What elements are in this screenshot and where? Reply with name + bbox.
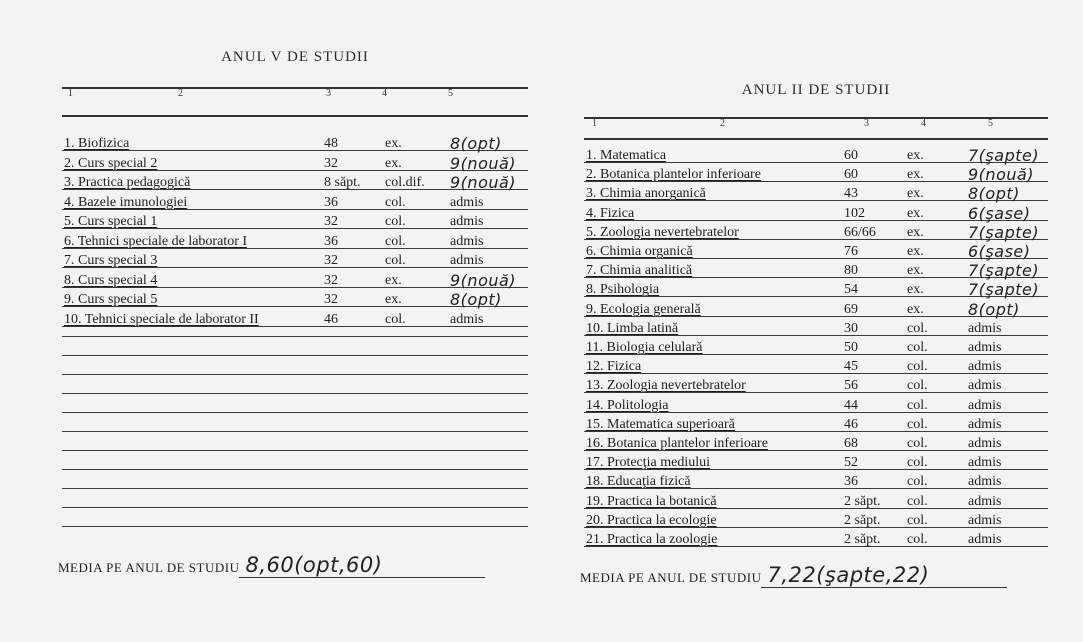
grade-value: 6(şase)	[968, 203, 1031, 223]
subject-name: 11. Biologia celulară	[586, 340, 703, 355]
subject-name: 9. Ecologia generală	[586, 301, 701, 317]
table-row	[584, 415, 1048, 432]
hours-value: 32	[324, 155, 338, 171]
table-row	[62, 212, 528, 229]
assessment-type: ex.	[385, 136, 402, 151]
assessment-type: ex.	[907, 167, 924, 183]
table-row	[584, 165, 1048, 185]
assessment-type: col.	[385, 214, 406, 229]
subject-name: 13. Zoologia nevertebratelor	[586, 378, 746, 394]
table-row	[584, 357, 1048, 374]
table-row	[62, 134, 528, 151]
col-header-2: 2	[720, 118, 725, 129]
grade-value: admis	[968, 320, 1002, 336]
hours-value: 32	[324, 214, 338, 229]
hours-value: 46	[324, 311, 338, 327]
hours-value: 76	[844, 244, 858, 259]
col-header-5: 5	[988, 118, 993, 129]
grade-value: admis	[968, 397, 1002, 413]
assessment-type: ex.	[385, 155, 402, 171]
assessment-type: col.	[907, 493, 928, 509]
grade-value: admis	[450, 233, 484, 249]
subject-name: 10. Tehnici speciale de laborator II	[64, 311, 259, 327]
subject-name: 4. Bazele imunologiei	[64, 194, 188, 210]
hours-value: 54	[844, 282, 858, 298]
grade-value: 8(opt)	[968, 299, 1020, 319]
table-row	[584, 280, 1048, 300]
grade-value: 7(şapte)	[968, 261, 1040, 281]
year-2-average-label: MEDIA PE ANUL DE STUDIU	[580, 570, 762, 585]
blank-line	[62, 412, 528, 413]
assessment-type: col.	[907, 397, 928, 413]
table-row	[584, 376, 1048, 393]
table-row	[584, 319, 1048, 336]
subject-name: 1. Matematica	[586, 148, 667, 163]
blank-line	[62, 488, 528, 489]
grade-value: 7(şapte)	[968, 280, 1040, 300]
hours-value: 2 săpt.	[844, 532, 881, 547]
grade-value: admis	[968, 378, 1002, 394]
subject-name: 18. Educaţia fizică	[586, 474, 691, 490]
subject-name: 2. Curs special 2	[64, 155, 158, 171]
grade-value: admis	[450, 253, 484, 268]
assessment-type: ex.	[385, 292, 402, 307]
assessment-type: ex.	[907, 186, 924, 202]
assessment-type: col.dif.	[385, 175, 425, 190]
year-5-title: ANUL V DE STUDII	[221, 49, 369, 65]
assessment-type: ex.	[907, 263, 924, 279]
column-header-row	[584, 118, 1048, 132]
subject-name: 8. Curs special 4	[64, 272, 158, 288]
subject-name: 12. Fizica	[586, 359, 642, 375]
grade-value: 9(nouă)	[450, 173, 517, 192]
table-row	[584, 472, 1048, 489]
col-header-1: 1	[68, 88, 73, 99]
header-bottom-rule	[584, 138, 1048, 140]
subject-name: 21. Practica la zoologie	[586, 532, 718, 547]
assessment-type: ex.	[907, 205, 924, 221]
subject-name: 1. Biofizica	[64, 136, 130, 151]
assessment-type: col.	[907, 512, 928, 528]
grade-value: admis	[968, 493, 1002, 509]
assessment-type: ex.	[907, 244, 924, 259]
col-header-3: 3	[326, 88, 331, 99]
hours-value: 60	[844, 148, 858, 163]
grade-value: 6(şase)	[968, 242, 1031, 261]
hours-value: 46	[844, 416, 858, 432]
header-bottom-rule	[62, 115, 528, 117]
table-row	[584, 338, 1048, 355]
subject-name: 3. Practica pedagogică	[64, 175, 191, 190]
hours-value: 36	[324, 233, 338, 249]
subject-name: 5. Curs special 1	[64, 214, 158, 229]
table-row	[62, 251, 528, 268]
table-row	[584, 223, 1048, 240]
grade-value: admis	[968, 532, 1002, 547]
hours-value: 69	[844, 301, 858, 317]
hours-value: 45	[844, 359, 858, 375]
hours-value: 2 săpt.	[844, 493, 881, 509]
blank-line	[62, 450, 528, 451]
blank-line	[62, 526, 528, 527]
hours-value: 60	[844, 167, 858, 183]
hours-value: 8 săpt.	[324, 175, 361, 190]
grade-value: 9(nouă)	[450, 270, 517, 290]
table-row	[584, 453, 1048, 470]
table-row	[584, 492, 1048, 509]
grade-value: admis	[968, 436, 1002, 451]
table-row	[62, 310, 528, 327]
table-row	[62, 271, 528, 288]
col-header-3: 3	[864, 118, 869, 129]
hours-value: 36	[844, 474, 858, 490]
hours-value: 56	[844, 378, 858, 394]
hours-value: 50	[844, 340, 858, 355]
table-row	[62, 154, 528, 171]
table-row	[584, 146, 1048, 163]
hours-value: 66/66	[844, 224, 876, 240]
assessment-type: col.	[907, 359, 928, 375]
col-header-2: 2	[178, 88, 183, 99]
col-header-5: 5	[448, 88, 453, 99]
col-header-4: 4	[382, 88, 387, 99]
grade-value: admis	[968, 416, 1002, 432]
table-row	[584, 242, 1048, 259]
assessment-type: col.	[907, 532, 928, 547]
column-header-row	[62, 88, 528, 102]
table-row	[584, 204, 1048, 221]
subject-name: 15. Matematica superioară	[586, 416, 735, 432]
assessment-type: col.	[907, 436, 928, 451]
grade-value: 8(opt)	[450, 290, 502, 309]
grade-value: admis	[968, 340, 1002, 355]
table-row	[62, 232, 528, 249]
hours-value: 32	[324, 292, 338, 307]
assessment-type: ex.	[907, 224, 924, 240]
table-row	[584, 396, 1048, 413]
assessment-type: col.	[385, 233, 406, 249]
subject-name: 19. Practica la botanică	[586, 493, 717, 509]
grade-value: admis	[968, 512, 1002, 528]
assessment-type: col.	[907, 455, 928, 471]
subject-name: 10. Limba latină	[586, 320, 679, 336]
subject-name: 2. Botanica plantelor inferioare	[586, 167, 761, 183]
subject-name: 8. Psihologia	[586, 282, 660, 298]
hours-value: 2 săpt.	[844, 512, 881, 528]
subject-name: 20. Practica la ecologie	[586, 512, 717, 528]
subject-name: 9. Curs special 5	[64, 292, 158, 307]
year-2-title: ANUL II DE STUDII	[741, 82, 891, 98]
table-row	[584, 511, 1048, 528]
year-5-average-label: MEDIA PE ANUL DE STUDIU	[58, 560, 240, 575]
subject-name: 17. Protecţia mediului	[586, 455, 711, 471]
col-header-1: 1	[592, 118, 597, 129]
table-row	[584, 434, 1048, 451]
subject-name: 5. Zoologia nevertebratelor	[586, 224, 739, 240]
blank-line	[62, 507, 528, 508]
year-2-average	[580, 563, 1007, 588]
hours-value: 80	[844, 263, 858, 279]
hours-value: 43	[844, 186, 858, 202]
hours-value: 68	[844, 436, 858, 451]
grade-value: 7(şapte)	[968, 146, 1040, 165]
year-5-average-value: 8,60(opt,60)	[245, 553, 383, 577]
blank-line	[62, 336, 528, 337]
table-row	[584, 300, 1048, 317]
grade-value: 9(nouă)	[968, 165, 1035, 185]
grade-value: 8(opt)	[968, 184, 1020, 204]
assessment-type: ex.	[907, 301, 924, 317]
subject-name: 7. Chimia analitică	[586, 263, 693, 279]
table-row	[62, 290, 528, 307]
assessment-type: col.	[907, 474, 928, 490]
hours-value: 32	[324, 272, 338, 288]
hours-value: 52	[844, 455, 858, 471]
hours-value: 30	[844, 320, 858, 336]
grade-value: admis	[450, 214, 484, 229]
subject-name: 7. Curs special 3	[64, 253, 158, 268]
assessment-type: col.	[907, 320, 928, 336]
blank-line	[62, 469, 528, 470]
year-5-average	[58, 553, 485, 578]
assessment-type: col.	[907, 378, 928, 394]
grade-value: 7(şapte)	[968, 222, 1040, 242]
hours-value: 48	[324, 136, 338, 151]
blank-line	[62, 374, 528, 375]
assessment-type: col.	[907, 416, 928, 432]
grade-value: admis	[450, 194, 484, 210]
assessment-type: col.	[385, 311, 406, 327]
table-row	[584, 530, 1048, 547]
col-header-4: 4	[921, 118, 926, 129]
subject-name: 4. Fizica	[586, 205, 635, 221]
table-row	[584, 184, 1048, 204]
blank-line	[62, 393, 528, 394]
hours-value: 44	[844, 397, 858, 413]
subject-name: 3. Chimia anorganică	[586, 186, 706, 202]
grade-value: admis	[968, 359, 1002, 375]
grade-value: 8(opt)	[450, 134, 502, 153]
subject-name: 6. Tehnici speciale de laborator I	[64, 233, 248, 249]
year-2-average-value: 7,22(şapte,22)	[767, 563, 930, 587]
grade-value: admis	[968, 474, 1002, 490]
blank-line	[62, 431, 528, 432]
grade-value: 9(nouă)	[450, 153, 517, 173]
hours-value: 36	[324, 194, 338, 210]
grade-value: admis	[968, 455, 1002, 471]
subject-name: 14. Politologia	[586, 397, 669, 413]
assessment-type: col.	[907, 340, 928, 355]
assessment-type: ex.	[907, 148, 924, 163]
grade-value: admis	[450, 311, 484, 327]
subject-name: 6. Chimia organică	[586, 244, 693, 259]
table-row	[62, 173, 528, 190]
assessment-type: col.	[385, 194, 406, 210]
assessment-type: ex.	[907, 282, 924, 298]
table-row	[584, 261, 1048, 281]
subject-name: 16. Botanica plantelor inferioare	[586, 436, 768, 451]
table-row	[62, 193, 528, 210]
blank-line	[62, 355, 528, 356]
assessment-type: ex.	[385, 272, 402, 288]
assessment-type: col.	[385, 253, 406, 268]
hours-value: 32	[324, 253, 338, 268]
hours-value: 102	[844, 205, 865, 221]
